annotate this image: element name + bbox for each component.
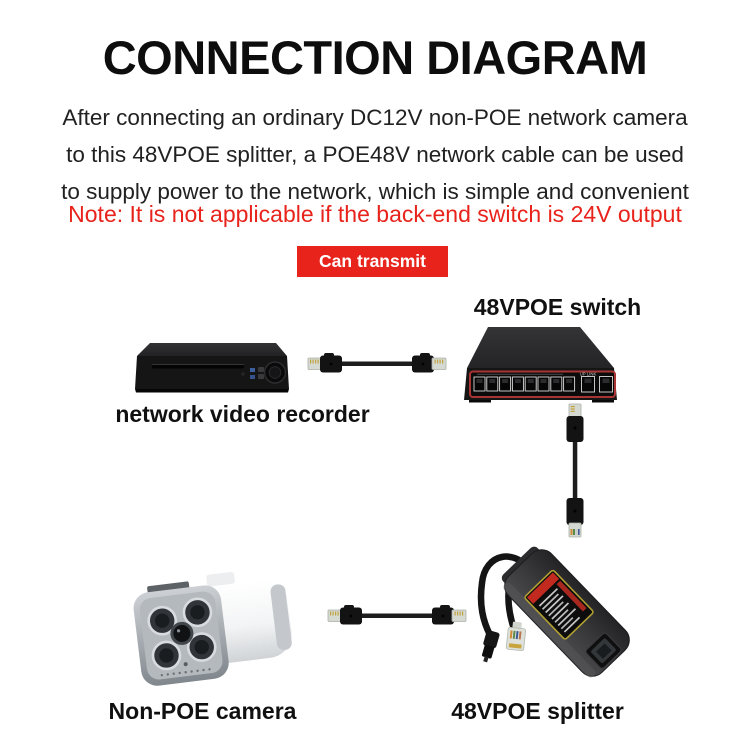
page-title: CONNECTION DIAGRAM [102,31,648,84]
label-poe-switch: 48VPOE switch [473,294,642,320]
poe-splitter-image [453,543,641,688]
label-network-video-recorder: network video recorder [115,401,370,427]
dc-barrel-plug [478,630,500,664]
ethernet-cable-switch-to-splitter [560,402,590,542]
rj45-plug [569,404,581,417]
cable-wire [573,440,578,500]
nvr-top-face [137,343,287,356]
cable-wire [360,614,434,619]
camera-illustration [123,570,303,688]
nvr-button [258,367,264,372]
poe-switch-image [461,326,623,404]
switch-uplink-text: UP LINK [579,371,597,377]
description-line-3: to supply power to the network, which is simple and convenient [61,179,689,204]
ethernet-cable-illustration [326,600,468,632]
ethernet-cable-camera-to-splitter [326,600,468,632]
description-line-1: After connecting an ordinary DC12V non-POE network camera [62,105,688,130]
ethernet-cable-illustration [306,348,448,380]
camera-lens [171,622,193,644]
label-non-poe-camera: Non-POE camera [108,698,297,724]
splitter-body [495,543,635,682]
switch-top-face [467,327,614,368]
nvr-ir-sensor [241,372,245,376]
nvr-image [130,340,295,395]
cable-wire [340,362,414,367]
description-text [0,99,750,210]
rj45-plug [432,358,446,370]
nvr-led [250,375,255,379]
label-poe-splitter: 48VPOE splitter [451,698,624,724]
ethernet-cable-illustration [560,402,590,542]
description-line-2: to this 48VPOE splitter, a POE48V network cable can be used [66,142,684,167]
poe-switch-illustration [461,326,623,404]
nvr-illustration [130,340,295,395]
nvr-button [258,374,264,379]
poe-splitter-illustration [453,543,641,688]
nvr-led [250,368,255,372]
camera-image [123,570,303,688]
ethernet-cable-nvr-to-switch [306,348,448,380]
note-text: Note: It is not applicable if the back-end switch is 24V output [68,201,682,227]
camera-group [131,570,297,688]
nvr-disc-slot [152,365,244,369]
rj45-clear-plug [506,621,526,651]
transmit-distance-badge: Can transmit 100m [297,246,448,277]
